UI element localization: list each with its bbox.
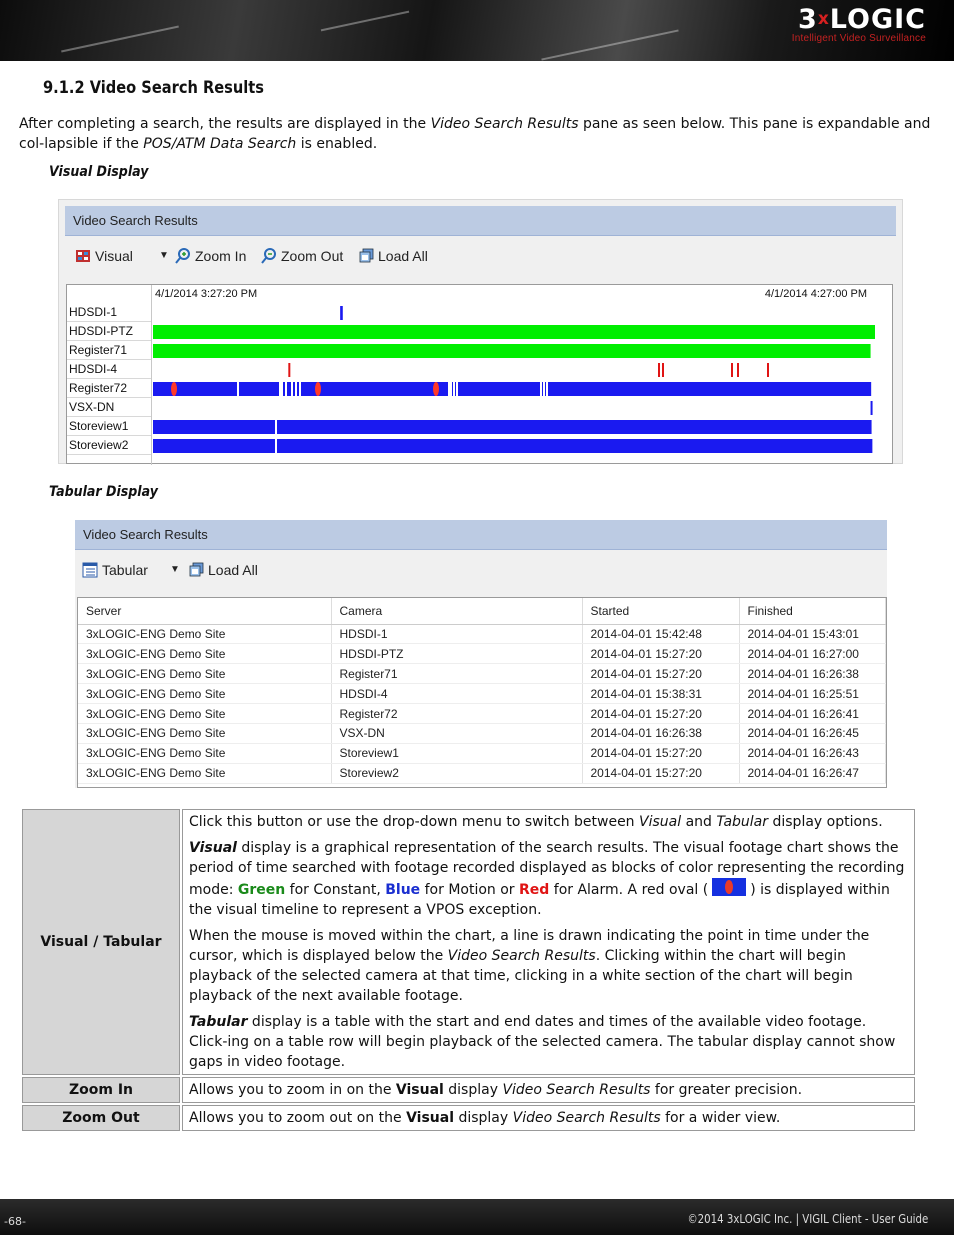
- footage-gap: [299, 382, 301, 396]
- server-cell: 3xLOGIC-ENG Demo Site: [78, 644, 331, 664]
- camera-cell: VSX-DN: [331, 723, 582, 743]
- panel-title: Video Search Results: [65, 206, 896, 236]
- camera-lane-label[interactable]: HDSDI-1: [69, 305, 118, 319]
- visual-tabular-description: Click this button or use the drop-down menu to switch between Visual and Tabular display options. Visual display is a graphical representation of the search results. The visual footage chart shows the period of time searched with footage recorded displayed as blocks of color representing the recording mode: Green for Constant, Blue for Motion or Red for Alarm. A red oval ( ) is displayed within the visual timeline to represent a VPOS exception. When the mouse is moved within the chart, a line is drawn indicating the point in time under the cursor, which is displayed below the Video Search Results. Clicking within the chart will begin playback of the selected camera at that time, clicking in a white section of the chart will begin playback of the next available footage. Tabular display is a table with the start and end dates and times of the available video footage. Click-ing on a table row will begin playback of the selected camera. The tabular display cannot show gaps in video footage.: [182, 809, 915, 1075]
- camera-lane-label[interactable]: Register72: [69, 381, 128, 395]
- table-row[interactable]: [78, 644, 886, 664]
- chevron-down-icon: ▼: [170, 564, 180, 575]
- footage-bar-hdsdi-ptz: [153, 325, 875, 339]
- camera-cell: Storeview2: [331, 763, 582, 783]
- load-all-icon: [358, 248, 374, 264]
- footage-bar-register72: [153, 382, 871, 396]
- server-cell: 3xLOGIC-ENG Demo Site: [78, 763, 331, 783]
- table-row: [22, 809, 915, 1075]
- zoom-in-description: Allows you to zoom in on the Visual display Video Search Results for greater precision.: [182, 1077, 915, 1103]
- footage-bar-storeview2: [153, 439, 872, 453]
- camera-lane-label[interactable]: VSX-DN: [69, 400, 115, 414]
- started-cell: 2014-04-01 15:27:20: [582, 763, 739, 783]
- timeline-end-time: 4/1/2014 4:27:00 PM: [764, 288, 867, 300]
- table-row[interactable]: [78, 723, 886, 743]
- footage-gap: [285, 382, 287, 396]
- finished-cell: 2014-04-01 16:27:00: [739, 644, 886, 664]
- chevron-down-icon: ▼: [159, 250, 169, 261]
- footage-gap: [448, 382, 450, 396]
- server-cell: 3xLOGIC-ENG Demo Site: [78, 684, 331, 704]
- vpos-exception-oval[interactable]: [433, 382, 439, 396]
- header-banner: [0, 0, 954, 61]
- load-all-icon: [188, 562, 204, 578]
- tabular-mode-button[interactable]: Tabular: [82, 562, 148, 578]
- footage-gap: [450, 382, 452, 396]
- visual-timeline-chart[interactable]: [66, 284, 893, 464]
- tabular-display-heading: Tabular Display: [49, 484, 158, 500]
- finished-cell: 2014-04-01 16:26:43: [739, 743, 886, 763]
- tabular-results-panel: [75, 520, 887, 788]
- page-number: -68-: [4, 1215, 26, 1228]
- table-row[interactable]: [78, 684, 886, 704]
- footage-gap: [275, 439, 277, 453]
- footage-bar-hdsdi-1: [340, 306, 343, 320]
- footage-gap: [540, 382, 542, 396]
- footage-gap: [275, 420, 277, 434]
- camera-lane-label[interactable]: Register71: [69, 343, 128, 357]
- visual-results-panel: [58, 199, 903, 464]
- mode-dropdown-arrow[interactable]: [159, 250, 169, 261]
- load-all-button[interactable]: Load All: [188, 562, 258, 578]
- logo-tagline: Intelligent Video Surveillance: [791, 33, 926, 44]
- zoom-out-button[interactable]: Zoom Out: [261, 248, 343, 264]
- intro-paragraph: After completing a search, the results are displayed in the Video Search Results pane as seen below. This pane is expandable and col-lapsible if the POS/ATM Data Search is enabled.: [19, 116, 931, 152]
- zoom-out-description: Allows you to zoom out on the Visual display Video Search Results for a wider view.: [182, 1105, 915, 1131]
- footage-gap: [295, 382, 297, 396]
- section-title: 9.1.2 Video Search Results: [43, 78, 264, 98]
- server-cell: 3xLOGIC-ENG Demo Site: [78, 743, 331, 763]
- camera-cell: Register72: [331, 704, 582, 724]
- zoom-in-icon: [175, 248, 191, 264]
- started-cell: 2014-04-01 16:26:38: [582, 723, 739, 743]
- server-cell: 3xLOGIC-ENG Demo Site: [78, 664, 331, 684]
- visual-display-heading: Visual Display: [49, 164, 149, 180]
- visual-mode-button[interactable]: Visual: [75, 248, 133, 264]
- page-footer: [0, 1199, 954, 1235]
- table-row[interactable]: [78, 624, 886, 644]
- started-cell: 2014-04-01 15:27:20: [582, 704, 739, 724]
- visual-tabular-label: Visual / Tabular: [22, 809, 180, 1075]
- camera-cell: HDSDI-1: [331, 624, 582, 644]
- vpos-exception-oval[interactable]: [315, 382, 321, 396]
- finished-cell: 2014-04-01 16:26:41: [739, 704, 886, 724]
- table-row: [22, 1105, 915, 1131]
- started-cell: 2014-04-01 15:38:31: [582, 684, 739, 704]
- camera-cell: HDSDI-4: [331, 684, 582, 704]
- finished-cell: 2014-04-01 15:43:01: [739, 624, 886, 644]
- zoom-in-button[interactable]: Zoom In: [175, 248, 246, 264]
- camera-lane-label[interactable]: Storeview1: [69, 419, 129, 433]
- footage-gap: [281, 382, 283, 396]
- table-view-icon: [82, 562, 98, 578]
- footage-bar-register71: [153, 344, 871, 358]
- column-header-camera[interactable]: Camera: [331, 598, 582, 624]
- mode-dropdown-arrow[interactable]: [170, 564, 180, 575]
- column-header-finished[interactable]: Finished: [739, 598, 886, 624]
- camera-cell: HDSDI-PTZ: [331, 644, 582, 664]
- footage-bar-hdsdi-4: [658, 363, 660, 377]
- footage-bar-hdsdi-4: [731, 363, 733, 377]
- vpos-exception-oval[interactable]: [171, 382, 177, 396]
- footage-gap: [456, 382, 458, 396]
- company-logo: 3xLOGIC Intelligent Video Surveillance: [791, 4, 926, 44]
- started-cell: 2014-04-01 15:27:20: [582, 743, 739, 763]
- footage-bar-hdsdi-4: [767, 363, 769, 377]
- finished-cell: 2014-04-01 16:26:47: [739, 763, 886, 783]
- zoom-out-icon: [261, 248, 277, 264]
- footage-bar-vsx-dn: [871, 401, 873, 415]
- started-cell: 2014-04-01 15:42:48: [582, 624, 739, 644]
- server-cell: 3xLOGIC-ENG Demo Site: [78, 624, 331, 644]
- footage-gap: [237, 382, 239, 396]
- table-row[interactable]: [78, 704, 886, 724]
- footage-gap: [546, 382, 548, 396]
- vpos-exception-oval-icon: [712, 878, 746, 896]
- column-header-started[interactable]: Started: [582, 598, 739, 624]
- finished-cell: 2014-04-01 16:26:45: [739, 723, 886, 743]
- finished-cell: 2014-04-01 16:25:51: [739, 684, 886, 704]
- column-header-server[interactable]: Server: [78, 598, 331, 624]
- table-row[interactable]: [78, 664, 886, 684]
- camera-cell: Register71: [331, 664, 582, 684]
- load-all-button[interactable]: Load All: [358, 248, 428, 264]
- footage-gap: [279, 382, 281, 396]
- table-row[interactable]: [78, 763, 886, 783]
- server-cell: 3xLOGIC-ENG Demo Site: [78, 704, 331, 724]
- started-cell: 2014-04-01 15:27:20: [582, 664, 739, 684]
- started-cell: 2014-04-01 15:27:20: [582, 644, 739, 664]
- timeline-start-time: 4/1/2014 3:27:20 PM: [155, 288, 258, 300]
- footage-gap: [453, 382, 455, 396]
- camera-lane-label[interactable]: HDSDI-PTZ: [69, 324, 133, 338]
- server-cell: 3xLOGIC-ENG Demo Site: [78, 723, 331, 743]
- footer-copyright: ©2014 3xLOGIC Inc. | VIGIL Client - User Guide: [687, 1212, 928, 1226]
- finished-cell: 2014-04-01 16:26:38: [739, 664, 886, 684]
- camera-lane-label[interactable]: Storeview2: [69, 438, 129, 452]
- table-row: [22, 1077, 915, 1103]
- table-header-row: [78, 598, 886, 624]
- footage-gap: [543, 382, 545, 396]
- camera-cell: Storeview1: [331, 743, 582, 763]
- table-row[interactable]: [78, 743, 886, 763]
- results-table: [77, 597, 887, 788]
- footage-gap: [291, 382, 293, 396]
- button-description-table: [20, 807, 917, 1133]
- footage-bar-hdsdi-4: [737, 363, 739, 377]
- zoom-in-label: Zoom In: [22, 1077, 180, 1103]
- camera-lane-label[interactable]: HDSDI-4: [69, 362, 118, 376]
- footage-bar-storeview1: [153, 420, 872, 434]
- grid-view-icon: [75, 248, 91, 264]
- footage-bar-hdsdi-4: [288, 363, 290, 377]
- footage-bars: [67, 285, 894, 465]
- zoom-out-label: Zoom Out: [22, 1105, 180, 1131]
- panel-title: Video Search Results: [75, 520, 887, 550]
- footage-bar-hdsdi-4: [662, 363, 664, 377]
